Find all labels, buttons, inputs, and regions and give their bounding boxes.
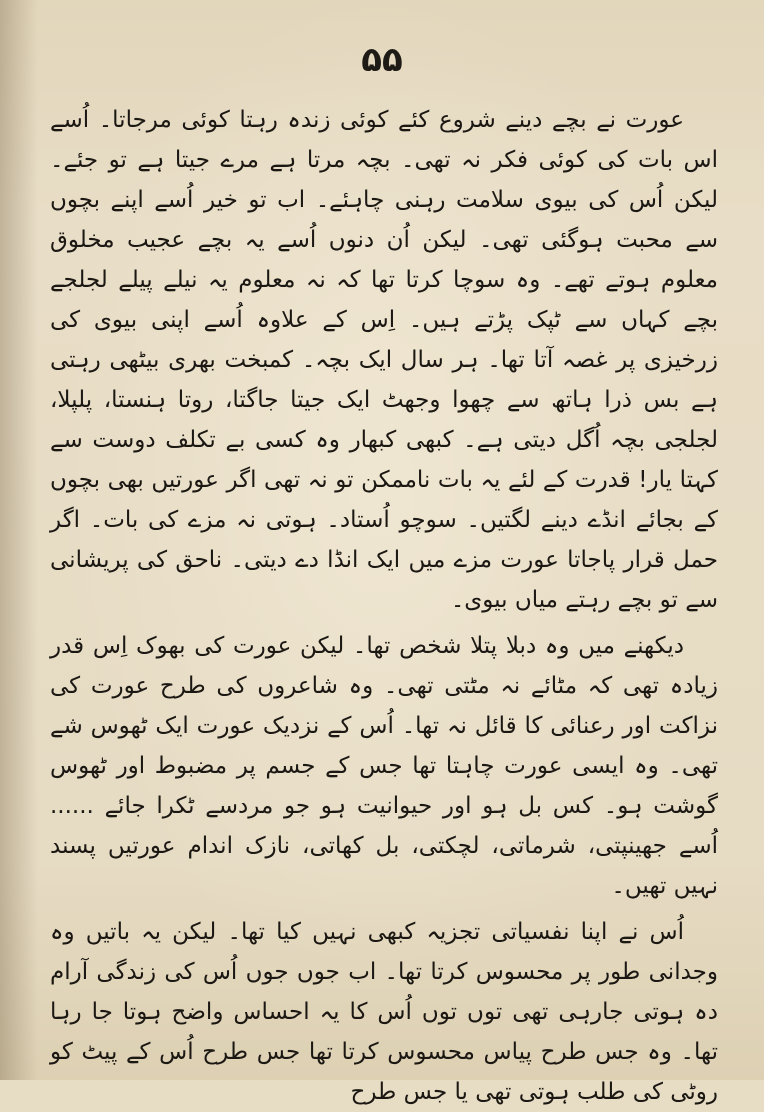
- page-spine-shadow: [0, 0, 38, 1080]
- paragraph-3: اُس نے اپنا نفسیاتی تجزیہ کبھی نہیں کیا تھا۔ لیکن یہ باتیں وہ وجدانی طور پر محسوس کرتا تھا۔ اب جوں جوں اُس کی زندگی آرام دہ ہوتی جارہی تھی توں توں اُس کا یہ احساس واضح ہوتا جا رہا تھا۔ وہ جس طرح پیاس محسوس کرتا تھا جس طرح اُس کے پیٹ کو روٹی کی طلب ہوتی تھی یا جس طرح: [50, 919, 718, 1105]
- body-text: [50, 100, 718, 1112]
- paragraph-1: عورت نے بچے دینے شروع کئے کوئی زندہ رہتا کوئی مرجاتا۔ اُسے اس بات کی کوئی فکر نہ تھی۔ بچہ مرتا ہے مرے جیتا ہے تو جئے۔ لیکن اُس کی بیوی سلامت رہنی چاہئے۔ اب تو خیر اُسے اپنے بچوں سے محبت ہوگئی تھی۔ لیکن اُن دنوں اُسے یہ بچے عجیب مخلوق معلوم ہوتے تھے۔ وہ سوچا کرتا تھا کہ نہ معلوم یہ نیلے پیلے لجلجے بچے کہاں سے ٹپک پڑتے ہیں۔ اِس کے علاوہ اُسے اپنی بیوی کی زرخیزی پر غصہ آتا تھا۔ ہر سال ایک بچہ۔ کمبخت بھری بیٹھی رہتی ہے بس ذرا ہاتھ سے چھوا وجھٹ ایک جیتا جاگتا، روتا ہنستا، پلپلا، لجلجی بچہ اُگل دیتی ہے۔ کبھی کبھار وہ کسی بے تکلف دوست سے کہتا یار! قدرت کے لئے یہ بات ناممکن تو نہ تھی اگر عورتیں بھی بچوں کے بجائے انڈے دینے لگتیں۔ سوچو اُستاد۔ ہوتی نہ مزے کی بات۔ اگر حمل قرار پاجاتا عورت مزے میں ایک انڈا دے دیتی۔ ناحق کی پریشانی سے تو بچے رہتے میاں بیوی۔: [50, 107, 718, 613]
- page-number: ۵۵: [361, 40, 403, 80]
- paragraph-2: دیکھنے میں وہ دبلا پتلا شخص تھا۔ لیکن عورت کی بھوک اِس قدر زیادہ تھی کہ مٹائے نہ مٹتی تھی۔ وہ شاعروں کی طرح عورت کی نزاکت اور رعنائی کا قائل نہ تھا۔ اُس کے نزدیک عورت ایک ٹھوس شے تھی۔ وہ ایسی عورت چاہتا تھا جس کے جسم پر مضبوط اور ٹھوس گوشت ہو۔ کس بل ہو اور حیوانیت ہو جو مردسے ٹکرا جائے ...... اُسے جھینپتی، شرماتی، لچکتی، بل کھاتی، نازک اندام عورتیں پسند نہیں تھیں۔: [50, 633, 718, 899]
